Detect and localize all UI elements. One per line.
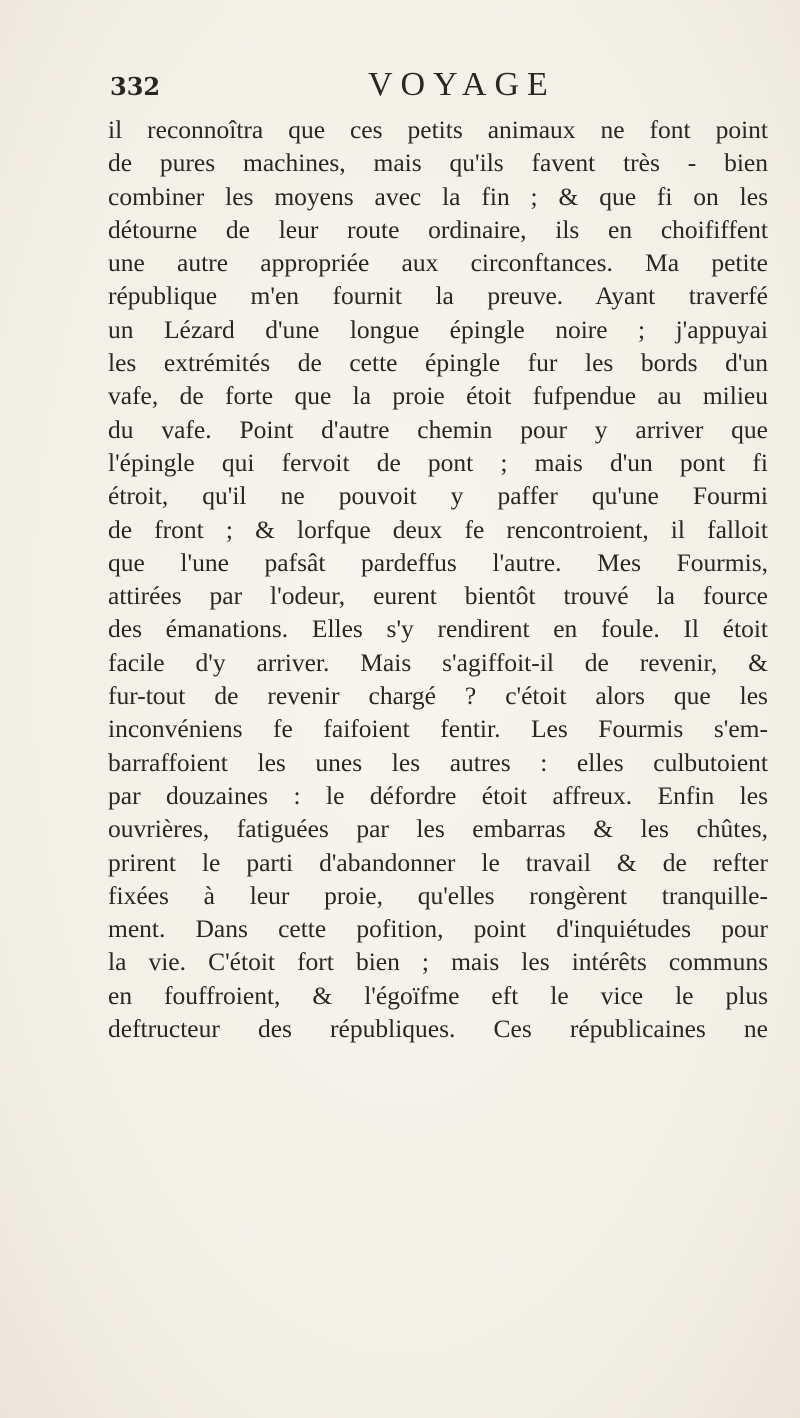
text-line: ouvrières, fatiguées par les embarras & les chûtes, (108, 814, 768, 844)
text-line: des émanations. Elles s'y rendirent en foule. Il étoit (108, 614, 768, 644)
text-line: combiner les moyens avec la fin ; & que fi on les (108, 181, 768, 211)
text-line: une autre appropriée aux circonftances. Ma petite (108, 248, 768, 278)
page-number: 332 (110, 72, 161, 101)
text-line: étroit, qu'il ne pouvoit y paffer qu'une Fourmi (108, 481, 768, 511)
text-line: il reconnoîtra que ces petits animaux ne font point (108, 115, 768, 144)
text-line: fixées à leur proie, qu'elles rongèrent tranquille- (108, 880, 768, 910)
text-line: prirent le parti d'abandonner le travail & de refter (108, 847, 768, 877)
text-line: un Lézard d'une longue épingle noire ; j'appuyai (108, 314, 768, 344)
text-line: inconvéniens fe faifoient fentir. Les Fourmis s'em- (108, 714, 768, 744)
body-text (108, 113, 768, 1045)
text-line: que l'une pafsât pardeffus l'autre. Mes Fourmis, (108, 547, 768, 577)
text-line: deftructeur des républiques. Ces républicaines ne (108, 1014, 768, 1044)
text-line: l'épingle qui fervoit de pont ; mais d'un pont fi (108, 447, 768, 477)
text-line: république m'en fournit la preuve. Ayant traverfé (108, 281, 768, 311)
text-line: facile d'y arriver. Mais s'agiffoit-il de revenir, & (108, 647, 768, 677)
text-line: par douzaines : le défordre étoit affreux. Enfin les (108, 780, 768, 810)
text-line: en fouffroient, & l'égoïfme eft le vice le plus (108, 980, 768, 1010)
text-line: ment. Dans cette pofition, point d'inquiétudes pour (108, 914, 768, 944)
text-line: la vie. C'étoit fort bien ; mais les intérêts communs (108, 947, 768, 977)
text-line: de pures machines, mais qu'ils favent très - bien (108, 148, 768, 178)
text-line: du vafe. Point d'autre chemin pour y arriver que (108, 414, 768, 444)
running-title: VOYAGE (368, 66, 556, 103)
text-line: détourne de leur route ordinaire, ils en choififfent (108, 214, 768, 244)
text-line: attirées par l'odeur, eurent bientôt trouvé la fource (108, 581, 768, 611)
text-line: de front ; & lorfque deux fe rencontroient, il falloit (108, 514, 768, 544)
page-header (110, 66, 710, 106)
text-line: fur-tout de revenir chargé ? c'étoit alors que les (108, 681, 768, 711)
text-line: vafe, de forte que la proie étoit fufpendue au milieu (108, 381, 768, 411)
text-line: barraffoient les unes les autres : elles culbutoient (108, 747, 768, 777)
text-line: les extrémités de cette épingle fur les bords d'un (108, 348, 768, 378)
